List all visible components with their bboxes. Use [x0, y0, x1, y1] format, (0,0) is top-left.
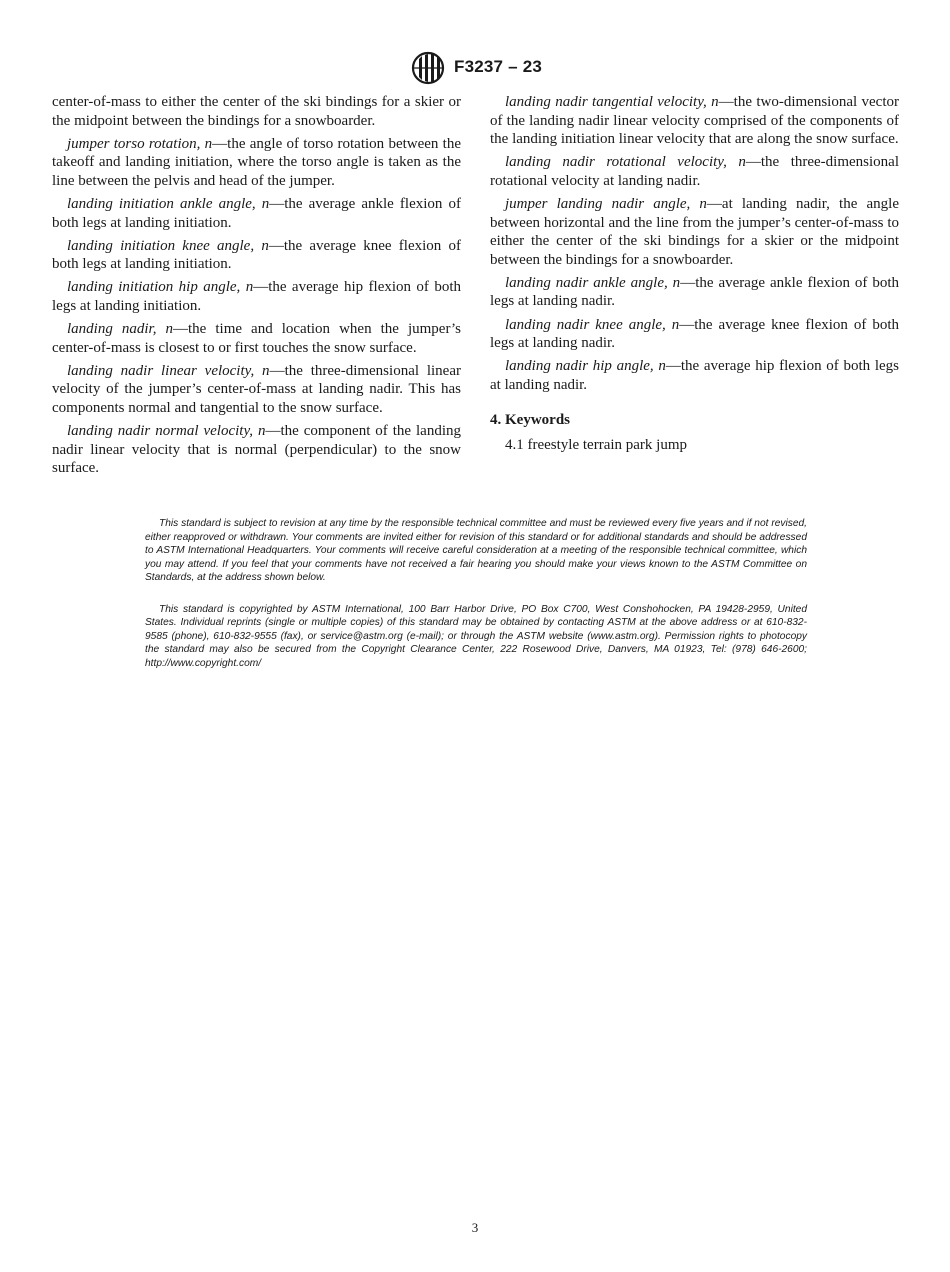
- definition-text: —the component of the landing nadir linear velocity that is normal (perpendicular) to the snow surface.: [52, 423, 461, 477]
- definition: [490, 316, 899, 353]
- definition: [52, 135, 461, 191]
- definition: [52, 320, 461, 357]
- standard-notices: [145, 517, 807, 688]
- definition-text: —the average ankle flexion of both legs at landing nadir.: [490, 274, 899, 310]
- definition-text: —the average knee flexion of both legs at landing initiation.: [52, 237, 462, 273]
- left-column: [52, 93, 461, 482]
- definition-text: —the average knee flexion of both legs at landing nadir.: [490, 316, 899, 352]
- definition-term: landing initiation hip angle, n: [67, 279, 254, 296]
- definition: [52, 237, 461, 274]
- definition: [490, 195, 899, 269]
- definition-term: landing nadir linear velocity, n: [67, 362, 270, 379]
- definition-term: landing nadir, n: [67, 321, 173, 338]
- definition-text: —the angle of torso rotation between the takeoff and landing initiation, where the torso angle is taken as the line between the pelvis and head of the jumper.: [52, 135, 462, 189]
- definition-text: —at landing nadir, the angle between horizontal and the line from the jumper’s center-of-mass to either the center of the ski bindings for a skier or the midpoint between the bindings for a snowboarder.: [490, 195, 899, 268]
- definition: [490, 357, 899, 394]
- definition: [490, 274, 899, 311]
- definition-term: landing initiation ankle angle, n: [67, 195, 270, 212]
- page-number: 3: [471, 1220, 479, 1235]
- copyright-notice: This standard is copyrighted by ASTM International, 100 Barr Harbor Drive, PO Box C700, West Conshohocken, PA 19428-2959, United States. Individual reprints (single or multiple copies) of this standard may be obtained by contacting ASTM at the above address or at 610-832-9585 (phone), 610-832-9555 (fax), or service@astm.org (e-mail); or through the ASTM website (www.astm.org). Permission rights to photocopy the standard may also be secured from the Copyright Clearance Center, 222 Rosewood Drive, Danvers, MA 01923, Tel: (978) 646-2600; http://www.copyright.com/: [145, 603, 807, 669]
- definition-term: landing nadir knee angle, n: [505, 316, 680, 333]
- definition: [52, 278, 461, 315]
- definition-term: landing nadir tangential velocity, n: [505, 94, 719, 110]
- definition-term: jumper torso rotation, n: [67, 135, 213, 152]
- definition-text: —the average hip flexion of both legs at landing initiation.: [52, 279, 461, 314]
- right-column: [490, 93, 899, 459]
- definition: [52, 362, 461, 418]
- revision-notice: This standard is subject to revision at any time by the responsible technical committee and must be reviewed every five years and if not revised, either reapproved or withdrawn. Your comments are invited either for revision of this standard or for additional standards and should be addressed to ASTM International Headquarters. Your comments will receive careful consideration at a meeting of the responsible technical committee, which you may attend. If you feel that your comments have not received a fair hearing you should make your views known to the ASTM Committee on Standards, at the address shown below.: [145, 518, 807, 583]
- continued-paragraph: center-of-mass to either the center of the ski bindings for a skier or the midpoint between the bindings for a snowboarder.: [52, 94, 461, 129]
- definition: [52, 195, 461, 232]
- definition: [490, 153, 899, 190]
- definition-text: —the two-dimensional vector of the landing nadir linear velocity comprised of the components of the landing initiation linear velocity that are along the snow surface.: [490, 94, 899, 148]
- definition: [52, 422, 461, 478]
- definition-text: —the average ankle flexion of both legs at landing initiation.: [52, 195, 461, 231]
- definition-text: —the three-dimensional rotational velocity at landing nadir.: [490, 154, 899, 189]
- definition-term: landing nadir rotational velocity, n: [505, 154, 746, 171]
- definition-text: —the average hip flexion of both legs at landing nadir.: [490, 358, 899, 393]
- section-heading-keywords: 4. Keywords: [490, 412, 570, 429]
- definition-term: landing nadir normal velocity, n: [67, 423, 266, 439]
- astm-logo-icon: [409, 51, 447, 85]
- definition-text: —the time and location when the jumper’s center-of-mass is closest to or first touches the snow surface.: [52, 321, 462, 356]
- definition-term: jumper landing nadir angle, n: [505, 195, 707, 212]
- keywords-text: 4.1 freestyle terrain park jump: [505, 437, 688, 453]
- definition-text: —the three-dimensional linear velocity of the jumper’s center-of-mass at landing nadir. This has components normal and tangential to the snow surface.: [52, 362, 461, 416]
- definition-term: landing nadir hip angle, n: [505, 358, 666, 375]
- standard-designation: F3237 – 23: [454, 57, 543, 76]
- definition: [490, 93, 899, 149]
- definition-term: landing initiation knee angle, n: [67, 237, 269, 254]
- definition-term: landing nadir ankle angle, n: [505, 274, 681, 291]
- page-header: [0, 51, 950, 85]
